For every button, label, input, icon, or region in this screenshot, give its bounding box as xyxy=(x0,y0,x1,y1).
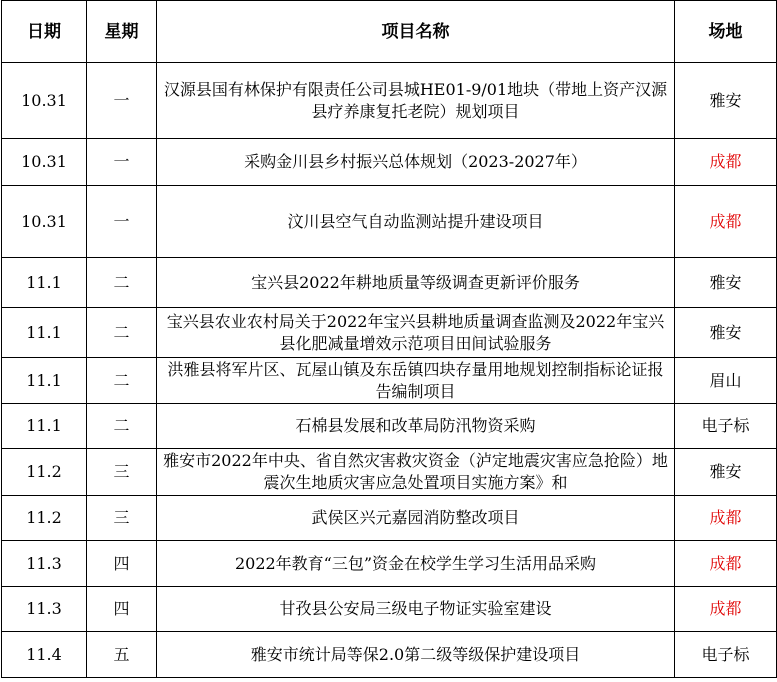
cell-project: 石棉县发展和改革局防汛物资采购 xyxy=(157,404,675,449)
cell-project: 采购金川县乡村振兴总体规划（2023-2027年） xyxy=(157,139,675,186)
cell-project: 武侯区兴元嘉园消防整改项目 xyxy=(157,496,675,541)
cell-weekday: 三 xyxy=(87,496,157,541)
header-project: 项目名称 xyxy=(157,1,675,63)
cell-project xyxy=(157,449,675,496)
cell-weekday: 二 xyxy=(87,404,157,449)
cell-project: 洪雅县将军片区、瓦屋山镇及东岳镇四块存量用地规划控制指标论证报告编制项目 xyxy=(157,358,675,404)
cell-date: 11.1 xyxy=(2,358,87,404)
cell-weekday: 一 xyxy=(87,139,157,186)
cell-weekday: 一 xyxy=(87,63,157,139)
cell-date: 11.2 xyxy=(2,449,87,496)
cell-project: 甘孜县公安局三级电子物证实验室建设 xyxy=(157,587,675,632)
cell-project: 2022年教育“三包”资金在校学生学习生活用品采购 xyxy=(157,541,675,587)
header-row xyxy=(2,1,777,63)
cell-project: 汉源县国有林保护有限责任公司县城HE01-9/01地块（带地上资产汉源县疗养康复托老院）规划项目 xyxy=(157,63,675,139)
table-row xyxy=(2,308,777,358)
schedule-table xyxy=(1,0,777,678)
cell-venue: 眉山 xyxy=(675,358,777,404)
cell-date: 10.31 xyxy=(2,186,87,258)
cell-weekday: 二 xyxy=(87,358,157,404)
cell-venue: 电子标 xyxy=(675,632,777,678)
cell-date: 11.1 xyxy=(2,404,87,449)
cell-venue: 雅安 xyxy=(675,308,777,358)
cell-venue: 雅安 xyxy=(675,258,777,308)
cell-weekday: 二 xyxy=(87,308,157,358)
table-row xyxy=(2,496,777,541)
cell-date: 11.4 xyxy=(2,632,87,678)
header-date: 日期 xyxy=(2,1,87,63)
cell-project: 宝兴县2022年耕地质量等级调查更新评价服务 xyxy=(157,258,675,308)
cell-date: 11.2 xyxy=(2,496,87,541)
cell-date: 11.1 xyxy=(2,258,87,308)
cell-project: 汶川县空气自动监测站提升建设项目 xyxy=(157,186,675,258)
cell-weekday: 四 xyxy=(87,587,157,632)
cell-venue: 雅安 xyxy=(675,63,777,139)
table-row xyxy=(2,449,777,496)
cell-date: 11.1 xyxy=(2,308,87,358)
cell-venue: 成都 xyxy=(675,587,777,632)
cell-date: 11.3 xyxy=(2,541,87,587)
cell-project: 雅安市统计局等保2.0第二级等级保护建设项目 xyxy=(157,632,675,678)
table-row xyxy=(2,139,777,186)
table-row xyxy=(2,404,777,449)
table-row xyxy=(2,587,777,632)
cell-weekday: 二 xyxy=(87,258,157,308)
cell-weekday: 四 xyxy=(87,541,157,587)
cell-weekday: 一 xyxy=(87,186,157,258)
cell-venue: 成都 xyxy=(675,186,777,258)
cell-project: 宝兴县农业农村局关于2022年宝兴县耕地质量调查监测及2022年宝兴县化肥减量增效示范项目田间试验服务 xyxy=(157,308,675,358)
cell-date: 11.3 xyxy=(2,587,87,632)
table-row xyxy=(2,541,777,587)
cell-venue: 成都 xyxy=(675,139,777,186)
cell-venue: 成都 xyxy=(675,496,777,541)
header-venue: 场地 xyxy=(675,1,777,63)
cell-project-text: 雅安市2022年中央、省自然灾害救灾资金（泸定地震灾害应急抢险）地震次生地质灾害应急处置项目实施方案》和 xyxy=(163,451,668,492)
table-row xyxy=(2,258,777,308)
table-row xyxy=(2,632,777,678)
header-weekday: 星期 xyxy=(87,1,157,63)
table-row xyxy=(2,63,777,139)
cell-venue: 雅安 xyxy=(675,449,777,496)
cell-date: 10.31 xyxy=(2,63,87,139)
cell-date: 10.31 xyxy=(2,139,87,186)
cell-venue: 电子标 xyxy=(675,404,777,449)
table-row xyxy=(2,186,777,258)
cell-venue: 成都 xyxy=(675,541,777,587)
cell-weekday: 五 xyxy=(87,632,157,678)
table-row xyxy=(2,358,777,404)
cell-weekday: 三 xyxy=(87,449,157,496)
table-body xyxy=(2,63,777,678)
